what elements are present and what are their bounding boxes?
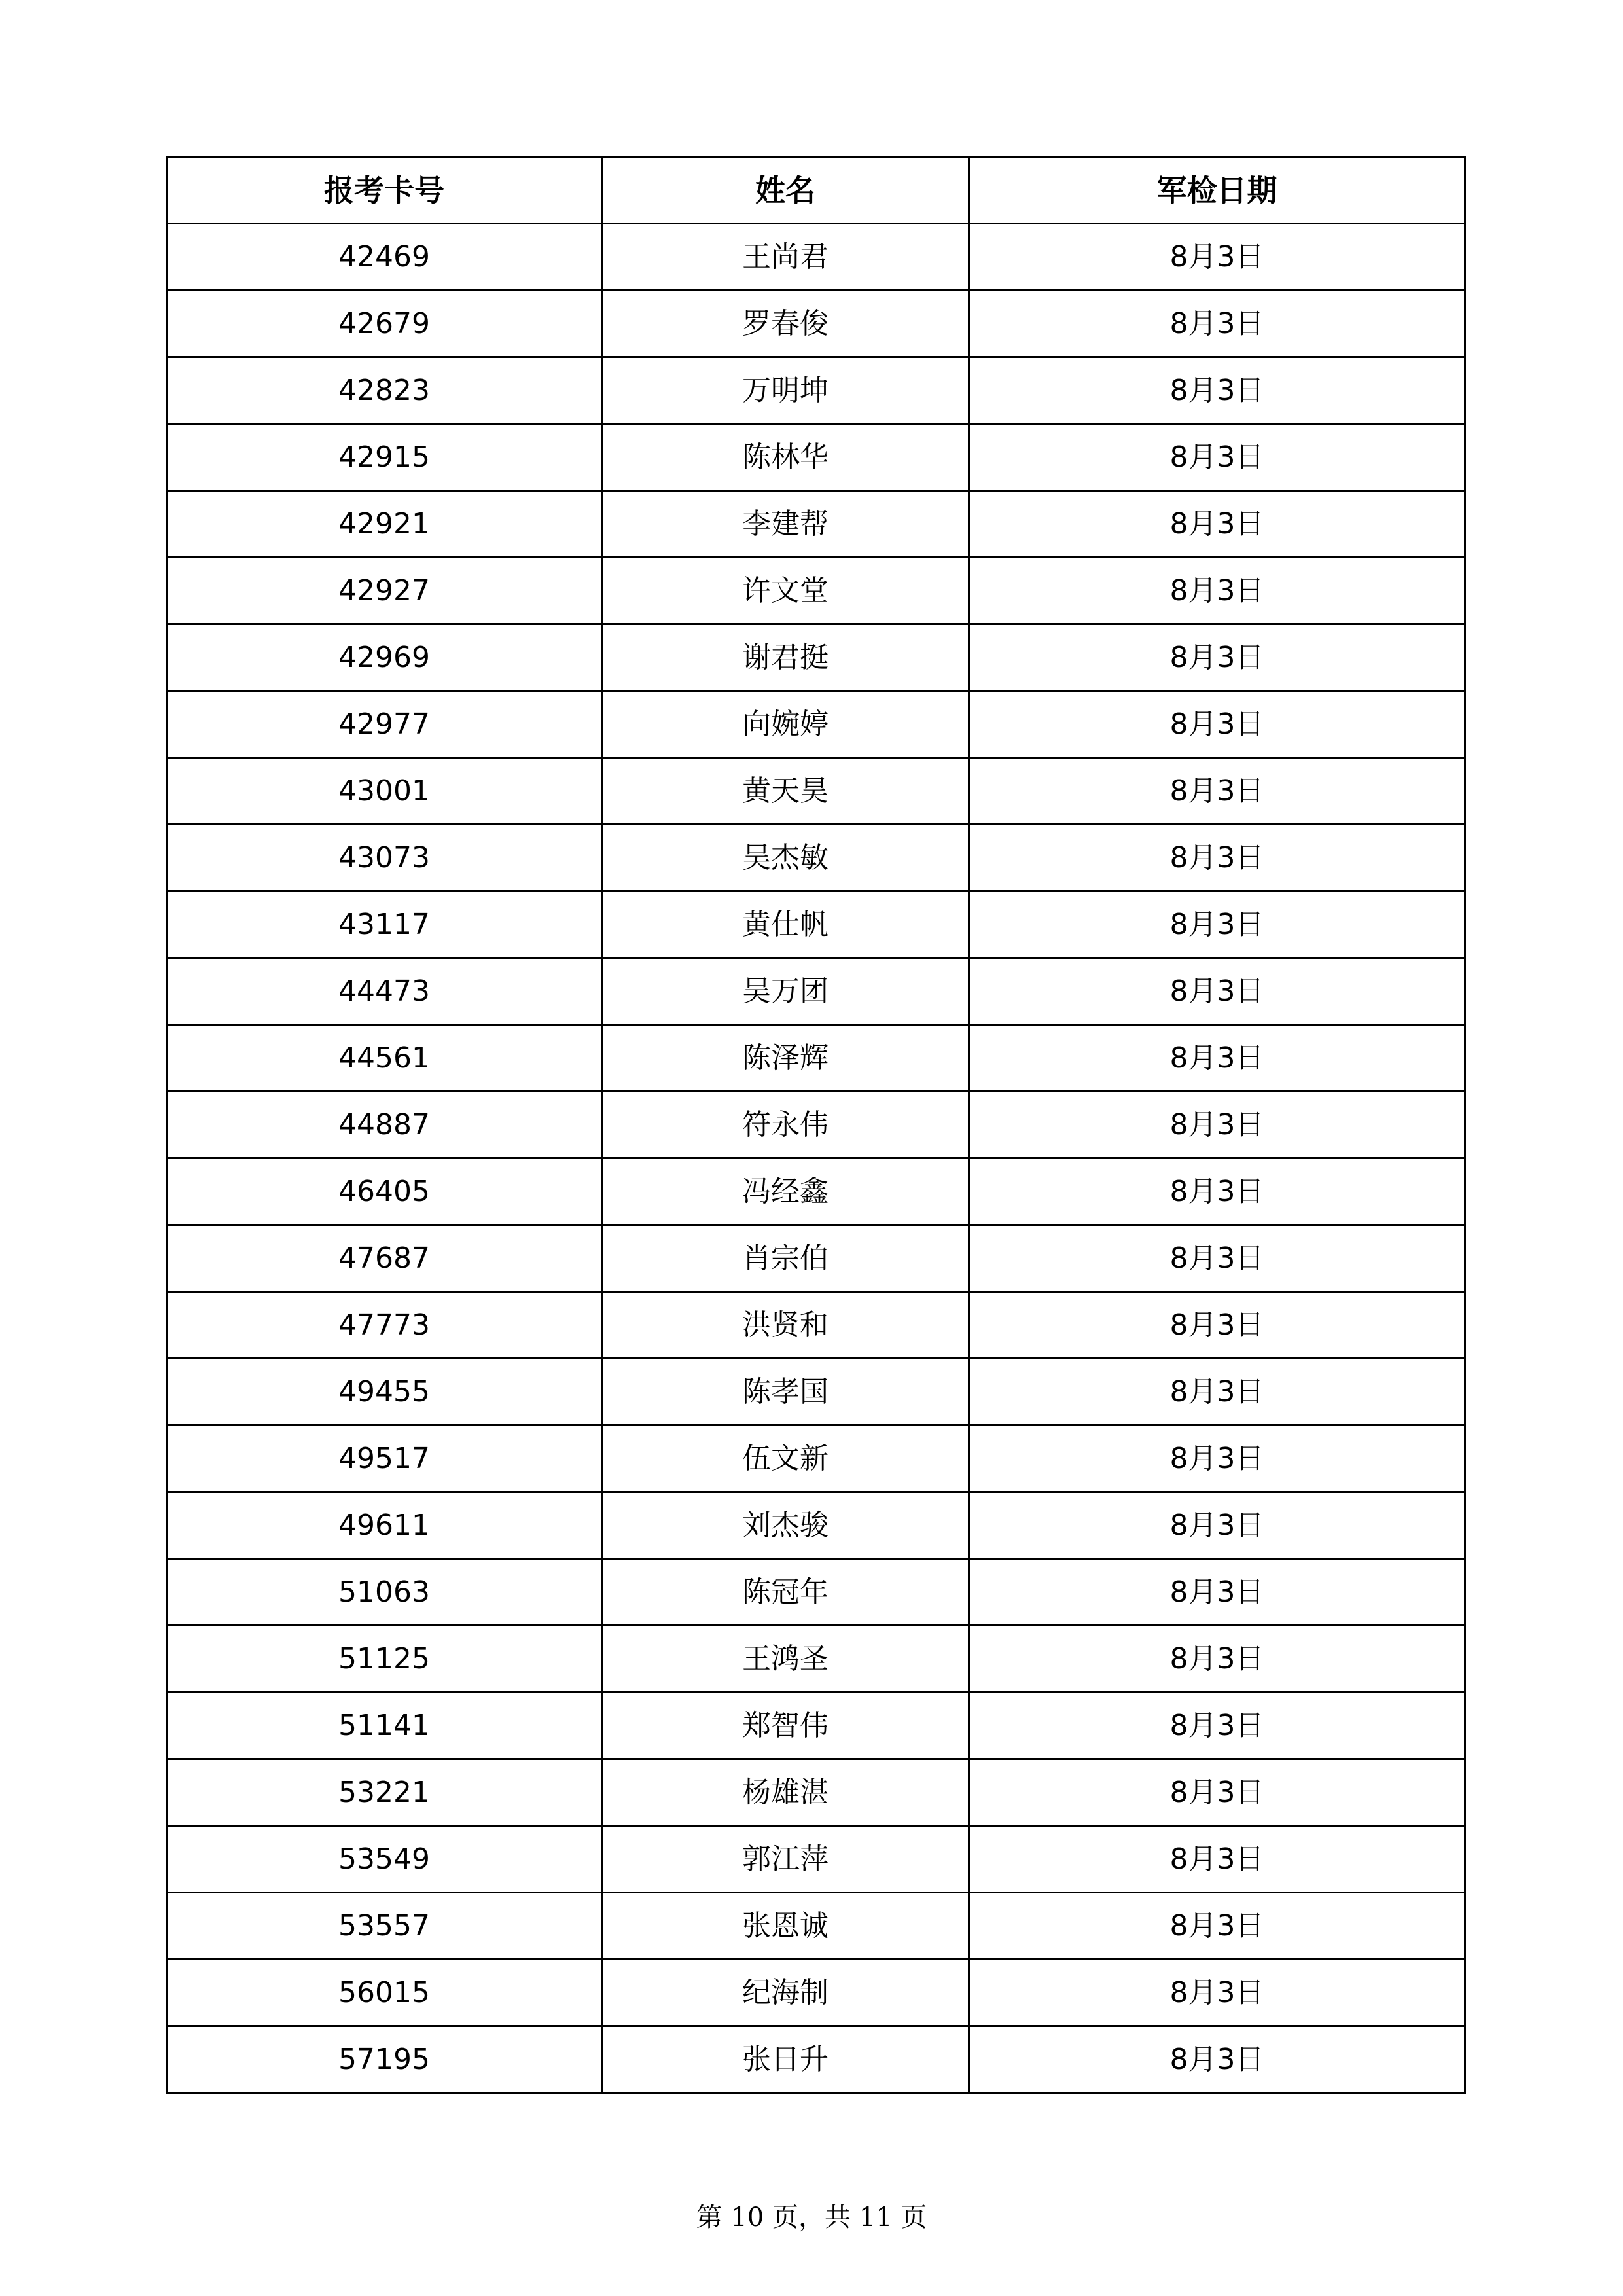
cell-exam-date: 8月3日 [969, 357, 1465, 424]
table-row [167, 1092, 1465, 1158]
cell-exam-date: 8月3日 [969, 958, 1465, 1025]
cell-exam-date: 8月3日 [969, 1158, 1465, 1225]
table-row [167, 1826, 1465, 1893]
cell-card-number: 42969 [167, 624, 602, 691]
cell-card-number: 43073 [167, 825, 602, 891]
table-row [167, 224, 1465, 291]
cell-exam-date: 8月3日 [969, 491, 1465, 558]
cell-name: 陈泽辉 [602, 1025, 969, 1092]
table-header-row [167, 157, 1465, 224]
table-row [167, 1025, 1465, 1092]
cell-exam-date: 8月3日 [969, 758, 1465, 825]
cell-exam-date: 8月3日 [969, 1960, 1465, 2026]
cell-card-number: 42915 [167, 424, 602, 491]
military-exam-roster-table [166, 156, 1466, 2094]
cell-card-number: 42921 [167, 491, 602, 558]
cell-name: 肖宗伯 [602, 1225, 969, 1292]
table-row [167, 1359, 1465, 1426]
cell-card-number: 44473 [167, 958, 602, 1025]
cell-card-number: 49611 [167, 1492, 602, 1559]
table-row [167, 1292, 1465, 1359]
header-exam-date: 军检日期 [969, 157, 1465, 224]
cell-card-number: 49455 [167, 1359, 602, 1426]
table-row [167, 291, 1465, 357]
cell-exam-date: 8月3日 [969, 1225, 1465, 1292]
table-row [167, 1426, 1465, 1492]
table-row [167, 1693, 1465, 1759]
table-row [167, 1759, 1465, 1826]
cell-exam-date: 8月3日 [969, 1759, 1465, 1826]
cell-name: 谢君挺 [602, 624, 969, 691]
header-card-number: 报考卡号 [167, 157, 602, 224]
cell-name: 杨雄湛 [602, 1759, 969, 1826]
cell-name: 冯经鑫 [602, 1158, 969, 1225]
cell-card-number: 53221 [167, 1759, 602, 1826]
cell-exam-date: 8月3日 [969, 624, 1465, 691]
cell-name: 刘杰骏 [602, 1492, 969, 1559]
cell-name: 伍文新 [602, 1426, 969, 1492]
cell-name: 陈冠年 [602, 1559, 969, 1626]
cell-exam-date: 8月3日 [969, 1426, 1465, 1492]
table-row [167, 491, 1465, 558]
cell-name: 黄天昊 [602, 758, 969, 825]
cell-card-number: 47773 [167, 1292, 602, 1359]
cell-card-number: 42977 [167, 691, 602, 758]
table-row [167, 1559, 1465, 1626]
cell-exam-date: 8月3日 [969, 891, 1465, 958]
cell-card-number: 47687 [167, 1225, 602, 1292]
cell-card-number: 42679 [167, 291, 602, 357]
cell-name: 郑智伟 [602, 1693, 969, 1759]
cell-exam-date: 8月3日 [969, 224, 1465, 291]
cell-name: 张日升 [602, 2026, 969, 2093]
table-row [167, 1626, 1465, 1693]
cell-exam-date: 8月3日 [969, 1025, 1465, 1092]
table-row [167, 424, 1465, 491]
table-row [167, 891, 1465, 958]
table-row [167, 1158, 1465, 1225]
cell-exam-date: 8月3日 [969, 1626, 1465, 1693]
cell-exam-date: 8月3日 [969, 1492, 1465, 1559]
cell-name: 洪贤和 [602, 1292, 969, 1359]
cell-name: 陈林华 [602, 424, 969, 491]
cell-card-number: 42469 [167, 224, 602, 291]
cell-card-number: 42927 [167, 558, 602, 624]
cell-name: 符永伟 [602, 1092, 969, 1158]
cell-name: 王尚君 [602, 224, 969, 291]
cell-name: 万明坤 [602, 357, 969, 424]
table-row [167, 758, 1465, 825]
cell-exam-date: 8月3日 [969, 1693, 1465, 1759]
cell-exam-date: 8月3日 [969, 1092, 1465, 1158]
cell-name: 郭江萍 [602, 1826, 969, 1893]
table-row [167, 825, 1465, 891]
cell-name: 陈孝国 [602, 1359, 969, 1426]
cell-exam-date: 8月3日 [969, 1292, 1465, 1359]
page-footer: 第 10 页，共 11 页 [696, 2202, 927, 2233]
table-row [167, 691, 1465, 758]
cell-name: 许文堂 [602, 558, 969, 624]
cell-card-number: 43001 [167, 758, 602, 825]
cell-name: 张恩诚 [602, 1893, 969, 1960]
table-row [167, 1960, 1465, 2026]
table-row [167, 1492, 1465, 1559]
cell-name: 吴杰敏 [602, 825, 969, 891]
table-row [167, 558, 1465, 624]
table-body [167, 224, 1465, 2093]
cell-exam-date: 8月3日 [969, 1559, 1465, 1626]
cell-name: 纪海制 [602, 1960, 969, 2026]
table-row [167, 357, 1465, 424]
cell-card-number: 46405 [167, 1158, 602, 1225]
cell-card-number: 51125 [167, 1626, 602, 1693]
cell-card-number: 57195 [167, 2026, 602, 2093]
cell-exam-date: 8月3日 [969, 1359, 1465, 1426]
table-row [167, 1225, 1465, 1292]
cell-exam-date: 8月3日 [969, 1893, 1465, 1960]
table-row [167, 624, 1465, 691]
cell-card-number: 44561 [167, 1025, 602, 1092]
cell-card-number: 49517 [167, 1426, 602, 1492]
table-row [167, 958, 1465, 1025]
cell-card-number: 51063 [167, 1559, 602, 1626]
cell-card-number: 56015 [167, 1960, 602, 2026]
cell-card-number: 43117 [167, 891, 602, 958]
cell-name: 黄仕帆 [602, 891, 969, 958]
cell-exam-date: 8月3日 [969, 2026, 1465, 2093]
cell-card-number: 53549 [167, 1826, 602, 1893]
cell-exam-date: 8月3日 [969, 825, 1465, 891]
cell-exam-date: 8月3日 [969, 291, 1465, 357]
cell-card-number: 53557 [167, 1893, 602, 1960]
cell-name: 王鸿圣 [602, 1626, 969, 1693]
cell-exam-date: 8月3日 [969, 1826, 1465, 1893]
cell-exam-date: 8月3日 [969, 691, 1465, 758]
table-row [167, 2026, 1465, 2093]
cell-name: 向婉婷 [602, 691, 969, 758]
cell-card-number: 42823 [167, 357, 602, 424]
cell-name: 吴万团 [602, 958, 969, 1025]
cell-exam-date: 8月3日 [969, 558, 1465, 624]
cell-card-number: 44887 [167, 1092, 602, 1158]
header-name: 姓名 [602, 157, 969, 224]
table-row [167, 1893, 1465, 1960]
cell-card-number: 51141 [167, 1693, 602, 1759]
cell-name: 李建帮 [602, 491, 969, 558]
cell-name: 罗春俊 [602, 291, 969, 357]
cell-exam-date: 8月3日 [969, 424, 1465, 491]
